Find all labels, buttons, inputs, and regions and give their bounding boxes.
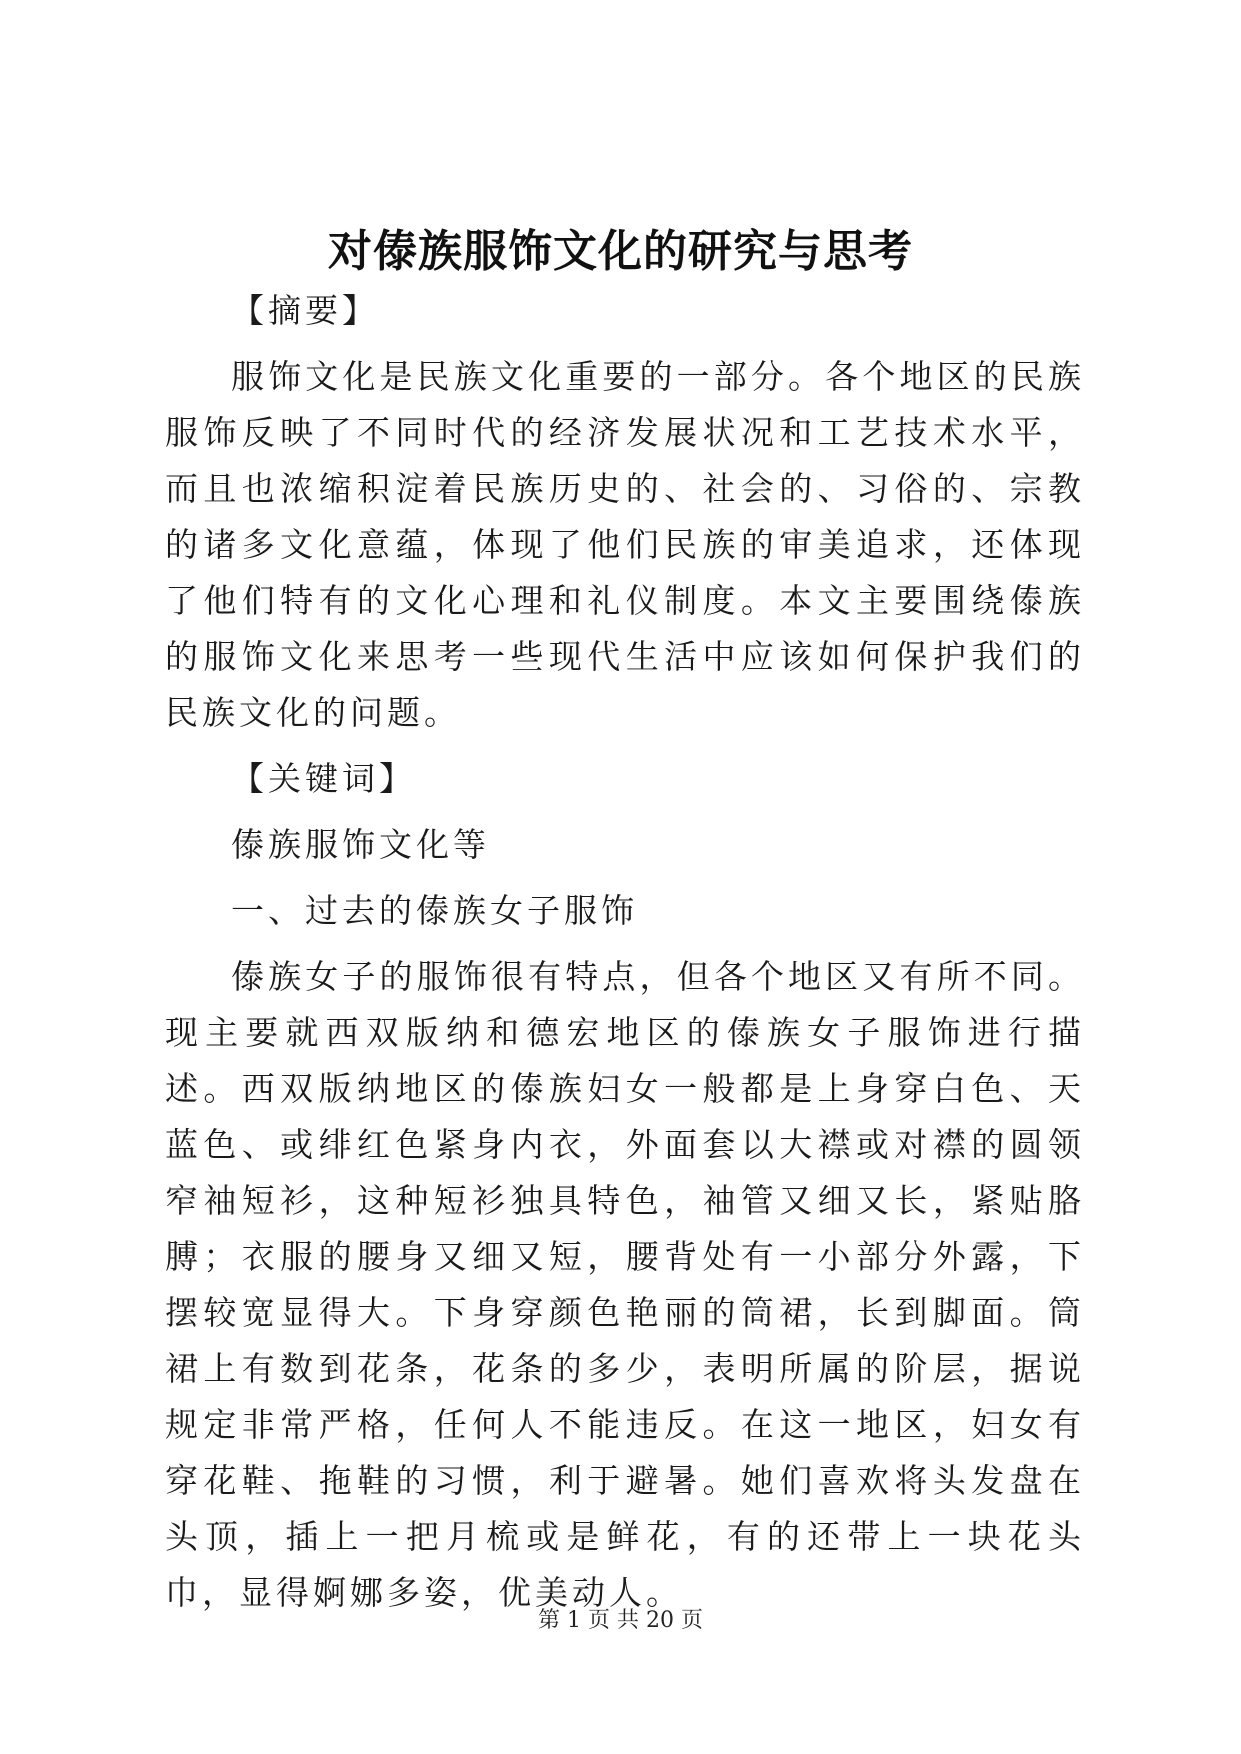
page-title: 对傣族服饰文化的研究与思考 [328, 226, 913, 277]
page-footer: 第 1 页 共 20 页 [538, 1608, 703, 1633]
document-body [165, 283, 1085, 1621]
abstract-heading: 【摘要】 [231, 291, 379, 330]
section-heading: 一、过去的傣族女子服饰 [231, 891, 638, 930]
section-paragraph: 傣族女子的服饰很有特点，但各个地区又有所不同。现主要就西双版纳和德宏地区的傣族女子服饰进行描述。西双版纳地区的傣族妇女一般都是上身穿白色、天蓝色、或绯红色紧身内衣，外面套以大襟或对襟的圆领窄袖短衫，这种短衫独具特色，袖管又细又长，紧贴胳膊；衣服的腰身又细又短，腰背处有一小部分外露，下摆较宽显得大。下身穿颜色艳丽的筒裙，长到脚面。筒裙上有数到花条，花条的多少，表明所属的阶层，据说规定非常严格，任何人不能违反。在这一地区，妇女有穿花鞋、拖鞋的习惯，利于避暑。她们喜欢将头发盘在头顶，插上一把月梳或是鲜花，有的还带上一块花头巾，显得婀娜多姿，优美动人。 [165, 957, 1085, 1612]
abstract-paragraph: 服饰文化是民族文化重要的一部分。各个地区的民族服饰反映了不同时代的经济发展状况和工艺技术水平，而且也浓缩积淀着民族历史的、社会的、习俗的、宗教的诸多文化意蕴，体现了他们民族的审美追求，还体现了他们特有的文化心理和礼仪制度。本文主要围绕傣族的服饰文化来思考一些现代生活中应该如何保护我们的民族文化的问题。 [165, 357, 1085, 732]
keywords-heading: 【关键词】 [231, 759, 416, 798]
keywords-paragraph: 傣族服饰文化等 [231, 825, 490, 864]
